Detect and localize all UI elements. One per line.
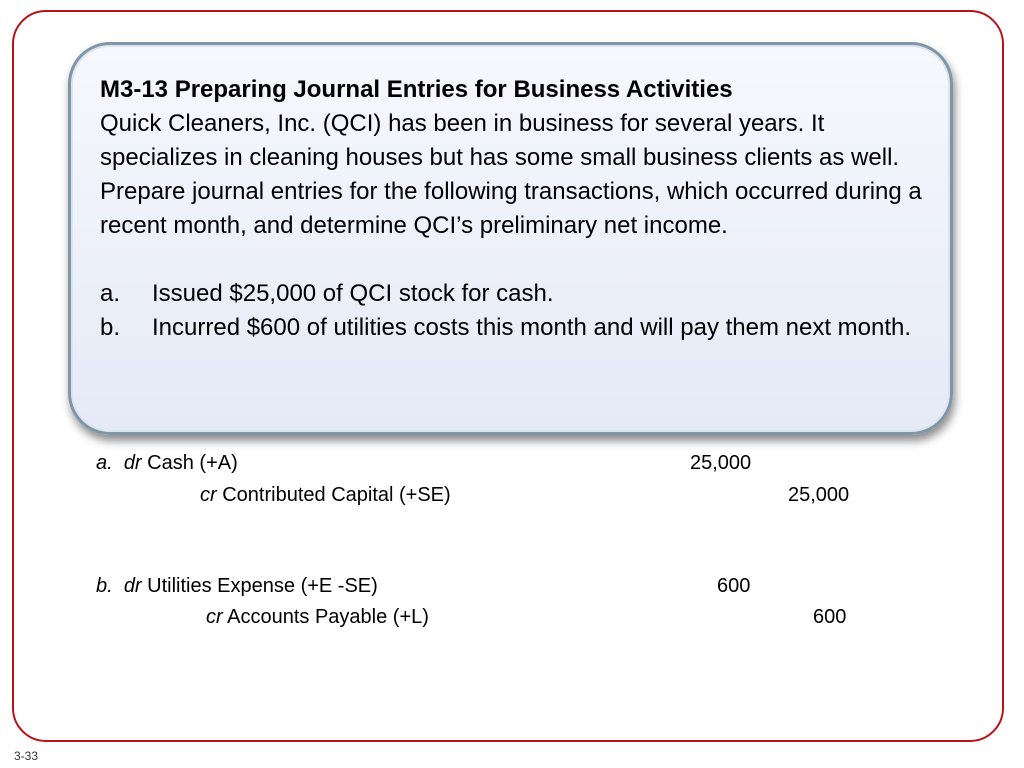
task-marker: a. <box>100 280 121 307</box>
credit-account: Accounts Payable (+L) <box>227 606 429 628</box>
task-item-b <box>100 311 930 345</box>
entry-letter: a. <box>96 452 113 474</box>
debit-account: Cash (+A) <box>147 452 238 474</box>
entry-a-debit-line <box>96 451 238 475</box>
task-item-a <box>100 277 930 311</box>
task-text: Issued $25,000 of QCI stock for cash. <box>152 280 554 307</box>
slide-number: 3-33 <box>14 749 39 763</box>
credit-account: Contributed Capital (+SE) <box>222 484 451 506</box>
entry-a-credit-amount: 25,000 <box>788 484 850 506</box>
entry-letter: b. <box>96 575 113 597</box>
credit-prefix: cr <box>200 484 217 506</box>
entry-b-debit-amount: 600 <box>717 575 751 597</box>
task-text: Incurred $600 of utilities costs this month and will pay them next month. <box>152 314 912 341</box>
entry-b-credit-line <box>206 605 429 629</box>
problem-body: Quick Cleaners, Inc. (QCI) has been in business for several years. It specializes in cleaning houses but has some small business clients as well. Prepare journal entries for the following transactions, which occurred during a recent month, and determine QCI’s preliminary net income. <box>100 110 922 239</box>
debit-account: Utilities Expense (+E -SE) <box>147 575 378 597</box>
debit-prefix: dr <box>123 575 142 597</box>
credit-prefix: cr <box>206 606 223 628</box>
task-marker: b. <box>100 314 121 341</box>
debit-prefix: dr <box>123 452 142 474</box>
entry-b-debit-line <box>96 574 378 598</box>
problem-box <box>68 42 953 435</box>
task-list <box>100 277 930 345</box>
problem-title: M3-13 Preparing Journal Entries for Business Activities <box>100 76 733 103</box>
entry-a-credit-line <box>200 483 451 507</box>
entry-a-debit-amount: 25,000 <box>690 452 752 474</box>
entry-b-credit-amount: 600 <box>813 606 847 628</box>
problem-content <box>100 73 930 345</box>
